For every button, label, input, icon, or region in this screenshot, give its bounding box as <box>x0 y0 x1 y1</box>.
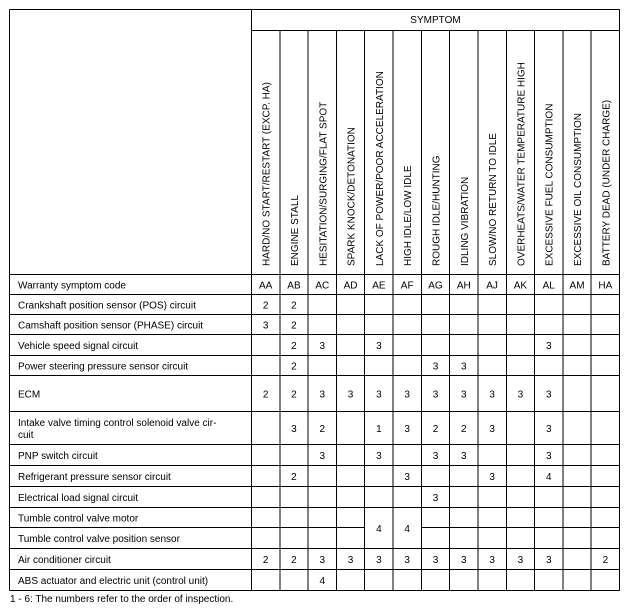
symptom-code: AA <box>258 280 273 292</box>
inspection-order-value: 4 <box>319 576 326 587</box>
inspection-order-value: 2 <box>602 555 609 566</box>
column-symptom-label: BATTERY DEAD (UNDER CHARGE) <box>601 99 613 266</box>
inspection-order-value: 3 <box>404 555 410 566</box>
inspection-order-value: 3 <box>376 451 382 462</box>
inspection-order-value: 3 <box>319 451 326 462</box>
footnote: 1 - 6: The numbers refer to the order of inspection. <box>10 594 234 605</box>
inspection-order-value: 3 <box>291 424 297 435</box>
symptom-code: AJ <box>486 280 498 292</box>
inspection-order-value: 3 <box>432 361 439 373</box>
symptom-code: HA <box>598 280 613 292</box>
inspection-order-value: 4 <box>545 472 552 483</box>
column-symptom-label: LACK OF POWER/POOR ACCELERATION <box>374 71 386 266</box>
inspection-order-value: 3 <box>489 424 495 435</box>
column-symptom-label: HIGH IDLE/LOW IDLE <box>403 165 415 266</box>
inspection-order-value: 2 <box>291 320 297 332</box>
row-label: Tumble control valve position sensor <box>18 534 180 545</box>
inspection-order-value: 3 <box>489 472 495 483</box>
inspection-order-value: 3 <box>347 555 354 566</box>
symptom-code: AL <box>542 280 555 292</box>
inspection-order-value: 3 <box>404 472 410 483</box>
column-symptom-label: HESITATION/SURGING/FLAT SPOT <box>318 101 330 266</box>
row-label: ECM <box>18 389 41 401</box>
inspection-order-value: 3 <box>545 341 552 352</box>
row-label: Intake valve timing control solenoid valve cir- <box>18 418 217 429</box>
inspection-order-value: 2 <box>291 361 297 373</box>
inspection-order-value: 3 <box>461 555 467 566</box>
row-label: Vehicle speed signal circuit <box>18 341 139 352</box>
symptom-header: SYMPTOM <box>410 15 461 26</box>
inspection-order-value: 3 <box>545 424 552 435</box>
row-label: Electrical load signal circuit <box>18 493 139 504</box>
column-symptom-label: SLOW/NO RETURN TO IDLE <box>488 133 500 266</box>
inspection-order-value: 3 <box>404 424 410 435</box>
inspection-order-value: 3 <box>376 555 382 566</box>
row-label: Tumble control valve motor <box>18 513 139 525</box>
symptom-code: AG <box>428 280 443 292</box>
inspection-order-value: 3 <box>489 389 495 401</box>
row-label: Crankshaft position sensor (POS) circuit <box>18 300 196 312</box>
symptom-code: AF <box>400 280 414 292</box>
inspection-order-value: 3 <box>545 555 552 566</box>
inspection-order-value: 3 <box>461 451 467 462</box>
code-row-label: Warranty symptom code <box>18 280 126 292</box>
row-label: PNP switch circuit <box>18 451 98 462</box>
inspection-order-value: 3 <box>319 389 326 401</box>
row-label: Camshaft position sensor (PHASE) circuit <box>18 320 204 332</box>
inspection-order-value: 4 <box>376 524 382 535</box>
inspection-order-value: 3 <box>376 341 382 352</box>
column-symptom-label: IDLING VIBRATION <box>459 176 471 266</box>
symptom-code: AE <box>372 280 386 292</box>
symptom-code: AK <box>513 280 528 292</box>
column-symptom-label: EXCESSIVE OIL CONSUMPTION <box>573 113 585 266</box>
column-symptom-label: EXCESSIVE FUEL CONSUMPTION <box>544 103 556 266</box>
inspection-order-value: 2 <box>291 472 297 483</box>
inspection-order-value: 2 <box>291 300 297 312</box>
inspection-order-value: 2 <box>461 424 467 435</box>
inspection-order-value: 2 <box>291 389 297 401</box>
inspection-order-value: 3 <box>432 451 439 462</box>
symptom-code: AD <box>343 280 358 292</box>
inspection-order-value: 2 <box>291 341 297 352</box>
inspection-order-value: 3 <box>461 389 467 401</box>
inspection-order-value: 3 <box>319 341 326 352</box>
row-label: Air conditioner circuit <box>18 555 111 566</box>
column-symptom-label: OVERHEATS/WATER TEMPERATURE HIGH <box>516 62 528 266</box>
inspection-order-value: 2 <box>432 424 439 435</box>
inspection-order-value: 3 <box>489 555 495 566</box>
inspection-order-value: 3 <box>319 555 326 566</box>
inspection-order-value: 2 <box>291 555 297 566</box>
inspection-order-value: 2 <box>262 555 269 566</box>
row-label: Power steering pressure sensor circuit <box>18 361 189 373</box>
symptom-code: AB <box>287 280 301 292</box>
inspection-order-value: 3 <box>517 555 524 566</box>
inspection-order-value: 2 <box>262 300 269 312</box>
row-label: cuit <box>18 430 34 441</box>
inspection-order-value: 3 <box>404 389 410 401</box>
column-symptom-label: ENGINE STALL <box>289 195 301 266</box>
inspection-order-value: 3 <box>432 389 439 401</box>
inspection-order-value: 3 <box>432 555 439 566</box>
inspection-order-value: 2 <box>319 424 326 435</box>
symptom-code: AC <box>315 280 330 292</box>
inspection-order-value: 2 <box>262 389 269 401</box>
inspection-order-value: 3 <box>545 451 552 462</box>
inspection-order-value: 3 <box>461 361 467 373</box>
inspection-order-value: 3 <box>347 389 354 401</box>
row-label: Refrigerant pressure sensor circuit <box>18 472 171 483</box>
inspection-order-value: 3 <box>262 320 269 332</box>
inspection-order-value: 3 <box>545 389 552 401</box>
column-symptom-label: ROUGH IDLE/HUNTING <box>431 155 443 266</box>
inspection-order-value: 1 <box>376 424 382 435</box>
symptom-code: AH <box>456 280 471 292</box>
inspection-order-value: 3 <box>432 493 439 504</box>
symptom-code: AM <box>569 280 585 292</box>
row-label: ABS actuator and electric unit (control unit) <box>18 576 209 587</box>
inspection-order-value: 3 <box>376 389 382 401</box>
inspection-order-value: 4 <box>404 524 410 535</box>
column-symptom-label: SPARK KNOCK/DETONATION <box>346 127 358 266</box>
column-symptom-label: HARD/NO START/RESTART (EXCP. HA) <box>261 82 273 266</box>
inspection-order-value: 3 <box>517 389 524 401</box>
